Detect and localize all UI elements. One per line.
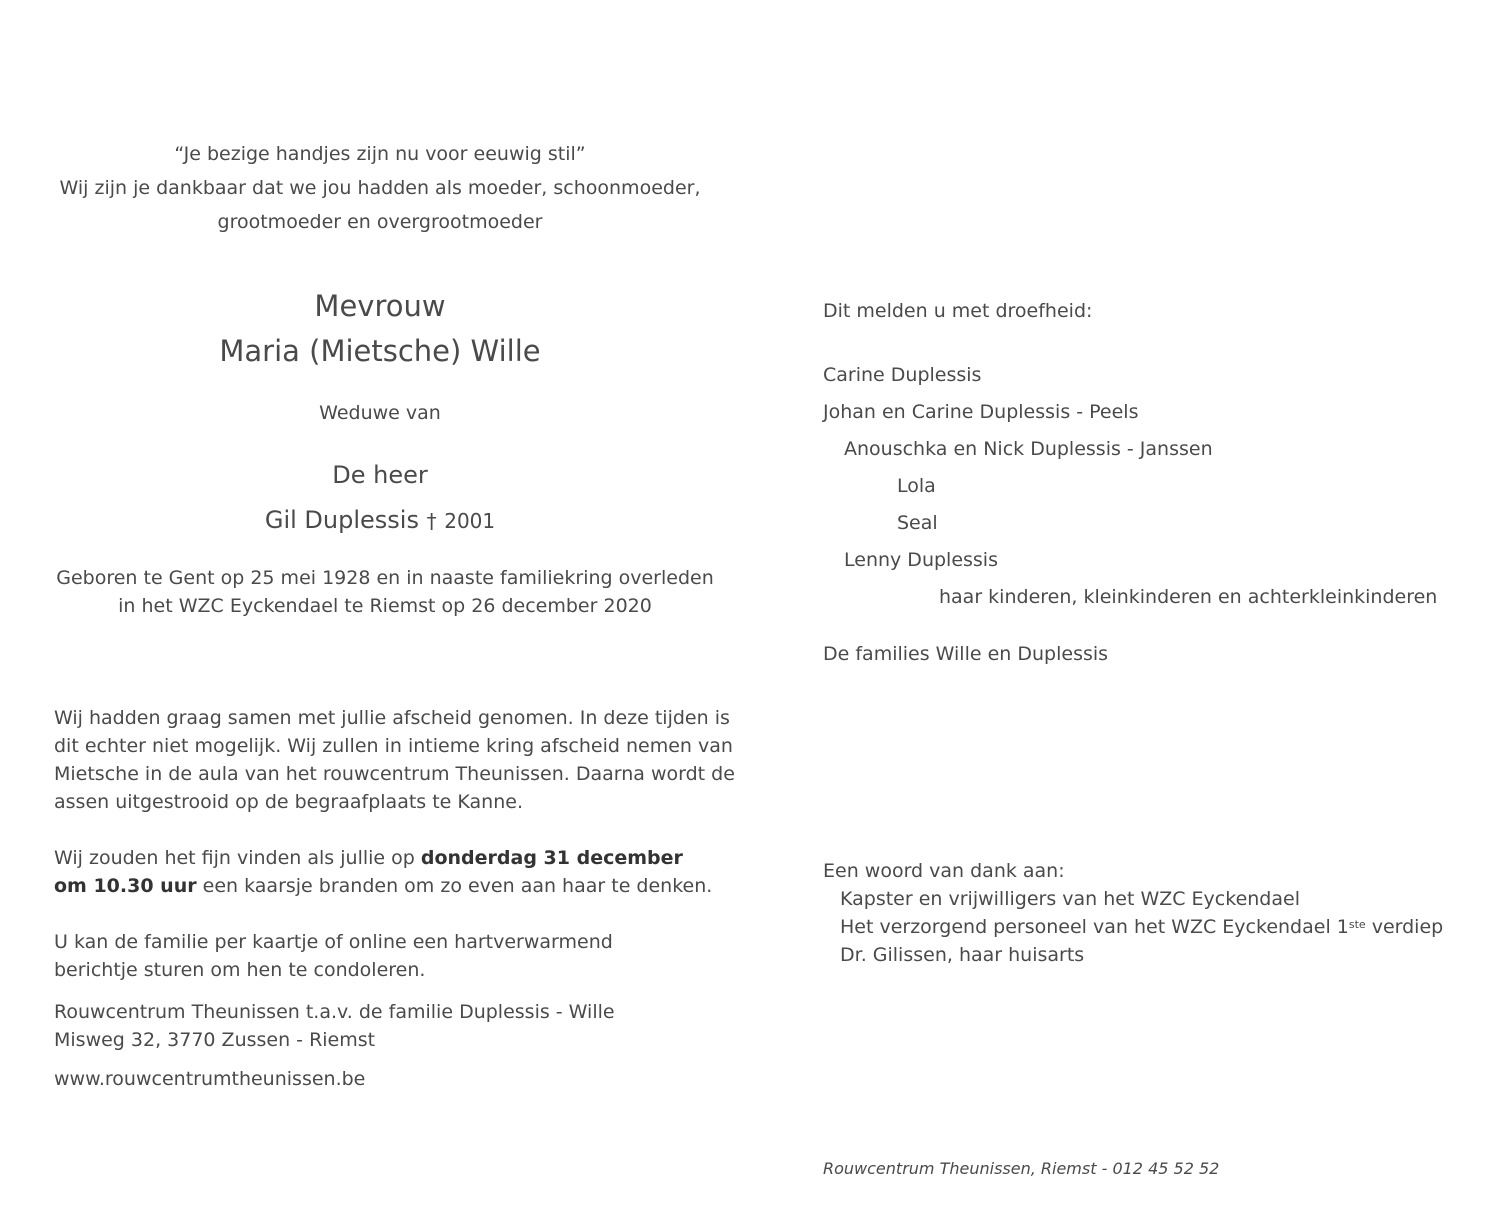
address-line: Misweg 32, 3770 Zussen - Riemst — [54, 1029, 376, 1051]
quote-line: grootmoeder en overgrootmoeder — [217, 211, 543, 233]
quote-block — [40, 137, 720, 239]
family-member: Lenny Duplessis — [844, 549, 998, 571]
birth-death-line: Geboren te Gent op 25 mei 1928 en in naaste familiekring overleden — [56, 567, 714, 589]
announcement-intro: Dit melden u met droefheid: — [823, 300, 1093, 322]
thanks-item-text: verdiep — [1365, 916, 1444, 938]
spouse-salutation: De heer — [332, 461, 428, 489]
thanks-item — [823, 913, 1443, 941]
widow-of-label: Weduwe van — [319, 402, 441, 424]
condolence-line: berichtje sturen om hen te condoleren. — [54, 959, 426, 981]
thanks-item: Kapster en vrijwilligers van het WZC Eyckendael — [840, 888, 1300, 910]
spouse-block — [40, 453, 720, 544]
address-line: Rouwcentrum Theunissen t.a.v. de familie Duplessis - Wille — [54, 1001, 615, 1023]
condolence-line: U kan de familie per kaartje of online een hartverwarmend — [54, 931, 613, 953]
candle-date: donderdag 31 december — [420, 847, 683, 869]
birth-death-line: in het WZC Eyckendael te Riemst op 26 december 2020 — [118, 595, 652, 617]
family-relation: haar kinderen, kleinkinderen en achterkleinkinderen — [939, 586, 1438, 608]
spouse-name: Gil Duplessis — [264, 506, 419, 534]
quote-line: Wij zijn je dankbaar dat we jou hadden als moeder, schoonmoeder, — [59, 177, 701, 199]
cross-icon: † — [426, 509, 437, 533]
footer-credit: Rouwcentrum Theunissen, Riemst - 012 45 52 52 — [823, 1159, 1220, 1178]
farewell-line: assen uitgestrooid op de begraafplaats te Kanne. — [54, 791, 523, 813]
deceased-salutation: Mevrouw — [314, 289, 446, 323]
thanks-block — [823, 857, 1443, 969]
address-block — [54, 998, 615, 1054]
family-member: Seal — [897, 512, 938, 534]
thanks-heading: Een woord van dank aan: — [823, 860, 1065, 882]
deceased-name: Maria (Mietsche) Wille — [219, 334, 541, 368]
family-member: Lola — [897, 475, 936, 497]
farewell-paragraph — [54, 704, 735, 816]
candle-time: om 10.30 uur — [54, 875, 197, 897]
deceased-block — [40, 284, 720, 374]
candle-line — [54, 844, 712, 872]
farewell-line: Mietsche in de aula van het rouwcentrum Theunissen. Daarna wordt de — [54, 763, 735, 785]
thanks-item-text: Het verzorgend personeel van het WZC Eyckendael 1 — [840, 916, 1349, 938]
farewell-line: Wij hadden graag samen met jullie afscheid genomen. In deze tijden is — [54, 707, 730, 729]
family-member: Carine Duplessis — [823, 364, 982, 386]
candle-suffix: een kaarsje branden om zo even aan haar te denken. — [202, 875, 713, 897]
spouse-death-year: 2001 — [444, 509, 496, 533]
condolence-paragraph — [54, 928, 613, 984]
website-link[interactable]: www.rouwcentrumtheunissen.be — [54, 1068, 366, 1090]
candle-line — [54, 872, 712, 900]
farewell-line: dit echter niet mogelijk. Wij zullen in intieme kring afscheid nemen van — [54, 735, 733, 757]
family-member: Anouschka en Nick Duplessis - Janssen — [844, 438, 1213, 460]
quote-line: “Je bezige handjes zijn nu voor eeuwig stil” — [174, 143, 586, 165]
birth-death-block — [40, 564, 730, 620]
family-member: Johan en Carine Duplessis - Peels — [823, 401, 1139, 423]
families-line: De families Wille en Duplessis — [823, 643, 1109, 665]
thanks-item: Dr. Gilissen, haar huisarts — [840, 944, 1085, 966]
candle-paragraph — [54, 844, 712, 900]
spouse-line — [40, 498, 720, 544]
candle-prefix: Wij zouden het fijn vinden als jullie op — [54, 847, 415, 869]
ordinal-suffix: ste — [1348, 918, 1366, 931]
